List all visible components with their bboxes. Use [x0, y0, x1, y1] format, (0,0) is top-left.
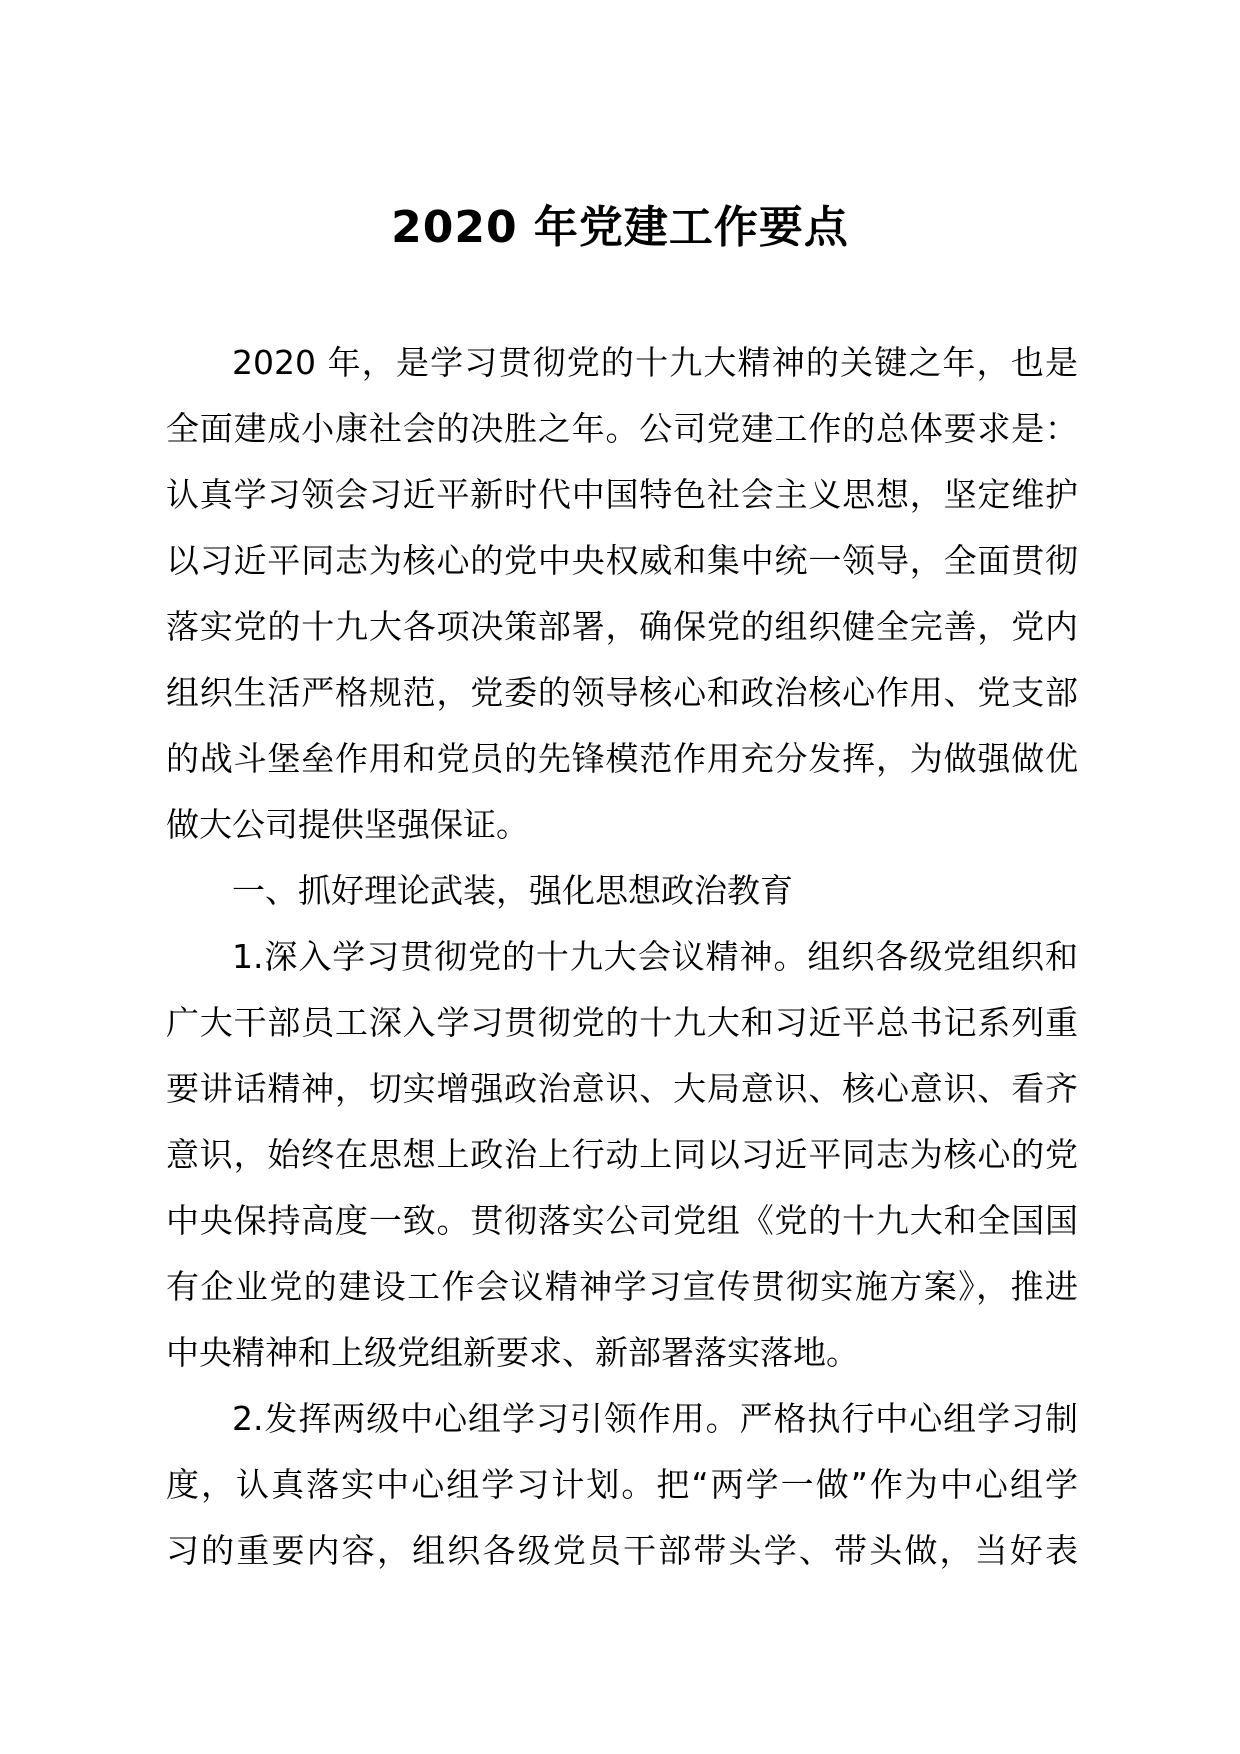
- document-body: [166, 330, 1078, 1584]
- body-line: 中央保持高度一致。贯彻落实公司党组《党的十九大和全国国: [166, 1201, 1078, 1240]
- body-line: 2020 年，是学习贯彻党的十九大精神的关键之年，也是: [232, 343, 1078, 382]
- body-line: 要讲话精神，切实增强政治意识、大局意识、核心意识、看齐: [166, 1069, 1078, 1108]
- document-title: 2020 年党建工作要点: [391, 202, 849, 253]
- body-line: 全面建成小康社会的决胜之年。公司党建工作的总体要求是：: [166, 409, 1078, 448]
- body-line: 广大干部员工深入学习贯彻党的十九大和习近平总书记系列重: [166, 1003, 1078, 1042]
- body-line: 的战斗堡垒作用和党员的先锋模范作用充分发挥，为做强做优: [166, 739, 1078, 778]
- body-line: 1.深入学习贯彻党的十九大会议精神。组织各级党组织和: [232, 937, 1078, 976]
- body-line: 有企业党的建设工作会议精神学习宣传贯彻实施方案》，推进: [166, 1267, 1078, 1306]
- body-line: 习的重要内容，组织各级党员干部带头学、带头做，当好表: [166, 1531, 1078, 1570]
- body-line: 组织生活严格规范，党委的领导核心和政治核心作用、党支部: [166, 673, 1078, 712]
- body-line: 做大公司提供坚强保证。: [166, 805, 529, 844]
- body-line: 落实党的十九大各项决策部署，确保党的组织健全完善，党内: [166, 607, 1078, 646]
- body-line: 一、抓好理论武装，强化思想政治教育: [232, 871, 793, 910]
- body-line: 度，认真落实中心组学习计划。把“两学一做”作为中心组学: [166, 1465, 1078, 1504]
- body-line: 以习近平同志为核心的党中央权威和集中统一领导，全面贯彻: [166, 541, 1078, 580]
- body-line: 2.发挥两级中心组学习引领作用。严格执行中心组学习制: [232, 1399, 1078, 1438]
- body-line: 认真学习领会习近平新时代中国特色社会主义思想，坚定维护: [166, 475, 1078, 514]
- body-line: 中央精神和上级党组新要求、新部署落实落地。: [166, 1333, 859, 1372]
- body-line: 意识，始终在思想上政治上行动上同以习近平同志为核心的党: [166, 1135, 1078, 1174]
